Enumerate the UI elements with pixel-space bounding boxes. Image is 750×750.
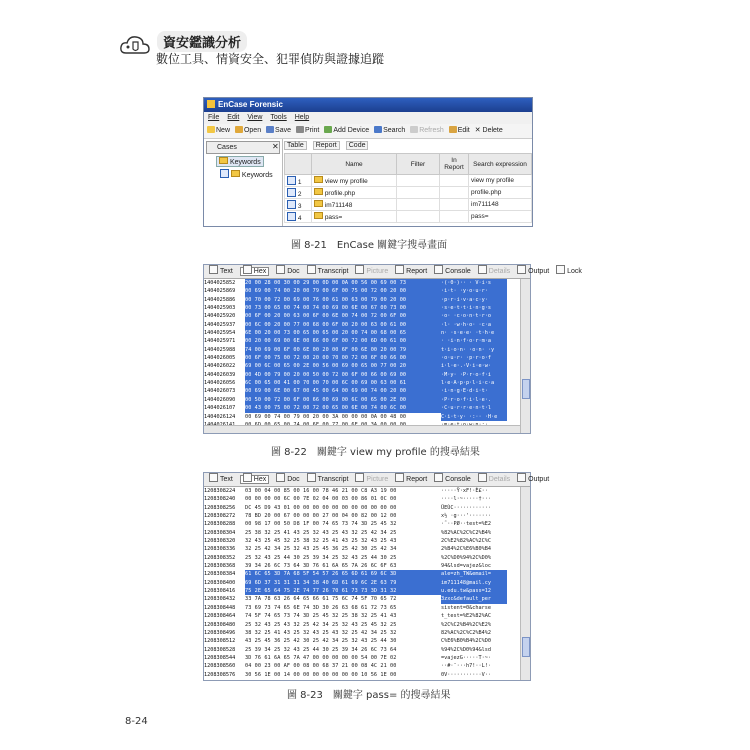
doc-icon [276,473,285,482]
tab-details[interactable]: Details [478,476,510,483]
hex-row[interactable] [204,554,520,562]
transcript-icon [307,265,316,274]
hex-offset: 1208308240 [204,496,236,503]
hex-bytes: 6E 00 20 00 73 00 65 00 65 00 20 00 74 00 68 00 65 [245,329,441,337]
hex-ascii: %2C%C2%B4%2C%E2% [441,621,491,628]
tab-hex[interactable]: Hex [240,475,269,484]
hex-offset: 1404026039 [204,371,236,378]
hex-ascii: 94&lsd=vajez&loc [441,563,491,570]
hex-offset: 1404025869 [204,288,236,295]
tree-item-keywords-root[interactable]: Keywords [216,156,264,167]
hex-row[interactable] [204,512,520,520]
hex-offset: 1208308288 [204,521,236,528]
hex-row[interactable] [204,495,520,503]
hex-ascii: %94%2C%D0%94&lsd [441,646,491,653]
hex-row[interactable] [204,612,520,620]
hex-bytes: 20 00 28 00 30 00 29 00 0D 00 0A 00 56 00 69 00 73 [245,279,441,287]
hex-offset: 1208308320 [204,538,236,545]
hex-ascii: sistent=0&charse [441,604,491,611]
folder-icon [231,170,240,177]
hex-row[interactable] [204,562,520,570]
cases-pane [204,139,283,226]
hex-ascii: im711148@mail.cy [441,579,507,587]
menu-view[interactable]: View [247,114,263,121]
hex-bytes: 04 00 23 00 AF 00 08 00 68 37 21 00 08 4C 21 00 [245,663,397,670]
checkbox-icon[interactable] [287,188,296,197]
hex-row[interactable] [204,346,520,354]
vertical-scrollbar[interactable] [520,487,530,680]
hex-bytes: 00 6F 00 20 00 63 00 6F 00 6E 00 74 00 72 00 6F 00 [245,312,441,320]
col-search-expression[interactable]: Search expression [469,154,532,175]
figure-caption-8-21: 圖 8-21 EnCase 關鍵字搜尋畫面 [291,240,448,251]
hex-offset: 1208308480 [204,621,236,628]
hex-row[interactable] [204,487,520,495]
hex-bytes: 25 39 34 25 32 43 25 44 30 25 39 34 26 6C 73 64 [245,646,397,653]
hex-ascii: C%E6%B0%B4%2C%D0 [441,638,491,645]
tab-lock[interactable]: Lock [556,268,582,275]
hex-offset: 1208308272 [204,513,236,520]
folder-icon [314,212,323,219]
checkbox-icon[interactable] [287,212,296,221]
hex-icon [243,265,252,274]
hex-ascii: ·s·e·t·t·i·n·g·s [441,304,507,312]
hex-offset: 1208308496 [204,629,236,636]
hex-bytes: 32 43 25 45 32 25 38 32 25 41 43 25 32 43 25 43 [245,538,397,545]
hex-bytes: 6C 00 65 00 41 00 70 00 70 00 6C 00 69 00 63 00 61 [245,379,441,387]
hex-offset: 1208308416 [204,588,236,595]
tab-report[interactable]: Report [313,141,340,150]
page-number: 8-24 [125,716,148,727]
hex-offset: 1208308528 [204,646,236,653]
doc-icon [276,265,285,274]
window-titlebar [204,98,532,112]
hex-ascii: ·i·n·g·E·d·i·t· [441,387,507,395]
hex-row[interactable] [204,413,520,421]
hex-offset: 1404026107 [204,405,236,412]
figure-caption-8-22: 圖 8-22 關鍵字 view my profile 的搜尋結果 [271,447,480,458]
hex-offset: 1208308432 [204,596,236,603]
hex-ascii: l·e·A·p·p·l·i·c·a [441,379,507,387]
text-icon [209,473,218,482]
hex-ascii: · ·i·n·f·o·r·m·a [441,337,507,345]
hex-ascii: %82%AC%2C%C2%B4% [441,529,491,536]
hex-offset: 1208308400 [204,579,236,586]
close-icon[interactable]: ✕ [272,142,279,151]
hex-bytes: 25 38 32 25 41 43 25 32 43 25 43 32 25 42 34 25 [245,529,397,536]
checkbox-icon[interactable] [287,176,296,185]
folder-icon [219,157,228,164]
hex-row[interactable] [204,662,520,670]
hex-row[interactable] [204,629,520,637]
hex-ascii: 0V···········V·· [441,671,491,678]
menu-edit[interactable]: Edit [227,114,240,121]
output-icon [517,473,526,482]
hex-ascii: ·˜··PØ··test=%E2 [441,521,491,528]
hex-row[interactable] [204,646,520,654]
hex-ascii: x½ ·g···'······· [441,513,491,520]
edit-button[interactable]: Edit [449,124,470,138]
console-icon [434,473,443,482]
horizontal-scrollbar[interactable] [204,425,520,433]
hex-bytes: 00 69 00 6E 00 67 00 45 00 64 00 69 00 74 00 20 00 [245,387,441,395]
hex-offset: 1404026073 [204,388,236,395]
table-header [285,154,532,175]
refresh-button[interactable]: Refresh [410,124,444,138]
hex-ascii: ··#·¯···h7!··L!· [441,663,491,670]
table-row[interactable]: 1 view my profile view my profile [285,175,532,187]
hex-bytes: 00 69 00 74 00 79 00 20 00 3A 00 00 00 0A 00 48 00 [245,413,407,420]
hex-ascii: t·i·o·n· ·o·n· ·y [441,346,507,354]
hex-ascii: 2%B4%2C%E6%B0%B4 [441,546,491,553]
hex-bytes: 03 00 04 00 85 00 16 00 78 46 21 00 C8 A3 19 00 [245,488,397,494]
hex-bytes: 00 6F 00 75 00 72 00 20 00 70 00 72 00 6F 00 66 00 [245,354,441,362]
hex-bytes: 38 32 25 41 43 25 32 43 25 43 32 25 42 34 25 32 [245,629,397,636]
figure-caption-8-23: 圖 8-23 關鍵字 pass= 的搜尋結果 [287,690,451,701]
tab-table[interactable]: Table [284,141,307,150]
hex-offset: 1208308560 [204,663,236,670]
hex-ascii: ÜEÙC············ [441,504,491,511]
hex-bytes: 00 50 00 72 00 6F 00 66 00 69 00 6C 00 65 00 2E 00 [245,396,441,404]
hex-ascii: ·(·0·)·· · V·i·s [441,279,507,287]
hex-offset: 1404026090 [204,396,236,403]
hex-viewer-2 [203,472,550,681]
tab-doc[interactable]: Doc [276,268,299,275]
hex-offset: 1208308464 [204,613,236,620]
hex-offset: 1208308368 [204,563,236,570]
hex-bytes: 30 56 1E 00 14 00 00 00 00 00 00 00 10 56 1E 00 [245,671,397,678]
tab-text[interactable]: Text [209,268,233,275]
hex-ascii: ·l· ·w·h·o· ·c·a [441,321,507,329]
hex-bytes: 75 2E 65 64 75 2E 74 77 26 70 61 73 73 3D 31 32 [245,587,441,595]
hex-row[interactable] [204,545,520,553]
hex-offset: 1208308448 [204,604,236,611]
hex-offset: 1404026056 [204,380,236,387]
report-icon [395,473,404,482]
table-row[interactable]: 2 profile.php profile.php [285,187,532,199]
hex-offset: 1404025852 [204,280,236,286]
tab-code[interactable]: Code [346,141,369,150]
hex-bytes: 69 00 6C 00 65 00 2E 00 56 00 69 00 65 00 77 00 20 [245,362,441,370]
edit-icon [449,126,457,133]
hex-bytes: 00 73 00 65 00 74 00 74 00 69 00 6E 00 67 00 73 00 [245,304,441,312]
print-button[interactable]: Print [296,124,319,138]
hex-row[interactable] [204,637,520,645]
tree-item-keywords[interactable]: Keywords [220,169,273,179]
hex-offset: 1404025903 [204,305,236,312]
hex-row[interactable] [204,387,520,395]
hex-row[interactable] [204,604,520,612]
hex-row[interactable] [204,579,520,587]
hex-offset: 1208308352 [204,554,236,561]
hex-ascii: 82%AC%2C%C2%B4%2 [441,629,491,636]
col-select[interactable] [285,154,312,175]
hex-bytes: 25 32 43 25 44 30 25 39 34 25 32 43 25 44 30 25 [245,554,397,561]
picture-icon [355,473,364,482]
hex-bytes: 61 6C 65 3D 7A 68 5F 54 57 26 65 6D 61 69 6C 3D [245,570,441,578]
hex-row[interactable] [204,654,520,662]
book-subtitle: 數位工具、情資安全、犯罪偵防與證據追蹤 [156,52,385,66]
hex-row[interactable] [204,537,520,545]
hex-offset: 1404025937 [204,321,236,328]
hex-ascii: ·o·u·r· ·p·r·o·f [441,354,507,362]
hex-bytes: 78 BD 20 00 67 00 00 00 27 00 04 00 82 00 12 00 [245,513,397,520]
hex-bytes: 00 4D 00 79 00 20 00 50 00 72 00 6F 00 66 00 69 00 [245,371,441,379]
lock-icon [556,265,565,274]
details-icon [478,265,487,274]
new-button[interactable]: New [207,124,230,138]
hex-row[interactable] [204,504,520,512]
hex-offset: 1208308336 [204,546,236,553]
hex-bytes: 32 25 42 34 25 32 43 25 45 36 25 42 30 25 42 34 [245,546,397,553]
keywords-table [284,153,532,223]
hex-ascii: ····l·~·····†··· [441,496,491,503]
app-icon [207,100,215,108]
tab-transcript[interactable]: Transcript [307,268,349,275]
add-device-icon [324,126,332,133]
open-icon [235,126,243,133]
hex-bytes: 3D 76 61 6A 65 7A 47 00 00 00 00 00 54 00 7E 02 [245,654,397,661]
hex-bytes: 00 69 00 74 00 20 00 79 00 6F 00 75 00 72 00 20 00 [245,287,441,295]
new-icon [207,126,215,133]
checkbox-icon[interactable] [220,169,229,178]
hex-row[interactable] [204,404,520,412]
menu-tools[interactable]: Tools [270,114,287,121]
tab-console[interactable]: Console [434,268,471,275]
hex-offset: 1208308384 [204,571,236,578]
console-icon [434,265,443,274]
hex-ascii: u.edu.tw&pass=12 [441,587,507,595]
hex-bytes: 00 6C 00 20 00 77 00 68 00 6F 00 20 00 63 00 61 00 [245,321,441,329]
tab-text[interactable]: Text [209,476,233,483]
hex-ascii: ·p·r·i·v·a·c·y· [441,296,507,304]
hex-ascii: ale=zh_TW&email= [441,570,507,578]
hex-bytes: 74 00 69 00 6F 00 6E 00 20 00 6F 00 6E 00 20 00 79 [245,346,441,354]
hex-bytes: 00 20 00 69 00 6E 00 66 00 6F 00 72 00 6D 00 61 00 [245,337,441,345]
hex-bytes: 25 32 43 25 43 32 25 42 34 25 32 43 25 45 32 25 [245,621,397,628]
hex-row[interactable] [204,329,520,337]
hex-ascii: t_test=%E2%82%AC [441,613,491,620]
delete-icon: ✕ [474,127,481,134]
scrollbar-thumb[interactable] [522,379,530,399]
hex-row[interactable] [204,529,520,537]
search-button[interactable]: Search [374,124,405,138]
hex-offset: 1404026124 [204,413,236,420]
menu-bar [204,112,532,124]
hex-ascii: %2C%D0%94%2C%D0% [441,554,491,561]
hex-ascii: ·o· ·c·o·n·t·r·o [441,312,507,320]
hex-bytes: 74 5F 74 65 73 74 3D 25 45 32 25 38 32 25 41 43 [245,613,397,620]
hex-row[interactable] [204,595,520,603]
hex-ascii: 2C%E2%82%AC%2C%C [441,538,491,545]
details-icon [478,473,487,482]
hex-offset: 1208308512 [204,638,236,645]
hex-row[interactable] [204,312,520,320]
hex-offset: 1208308544 [204,654,236,661]
hex-offset: 1404026005 [204,355,236,362]
hex-bytes: 00 70 00 72 00 69 00 76 00 61 00 63 00 79 00 20 00 [245,296,441,304]
hex-offset: 1208308256 [204,504,236,511]
tab-output[interactable]: Output [517,476,549,483]
hex-row[interactable] [204,396,520,404]
hex-offset: 1404025954 [204,330,236,337]
table-row[interactable]: 4 pass= pass= [285,211,532,223]
hex-bytes: 33 7A 78 63 26 64 65 66 61 75 6C 74 5F 70 65 72 [245,596,397,603]
hex-ascii: 3zxc&default_per [441,595,507,603]
hex-row[interactable] [204,671,520,679]
hex-bytes: 00 43 00 75 00 72 00 72 00 65 00 6E 00 74 00 6C 00 [245,404,441,412]
hex-ascii: =vajezG·····T·~· [441,654,491,661]
vertical-scrollbar[interactable] [520,279,530,433]
checkbox-icon[interactable] [287,200,296,209]
menu-file[interactable]: File [208,114,220,121]
hex-bytes: 43 25 45 36 25 42 30 25 42 34 25 32 43 25 44 30 [245,638,397,645]
toolbar [204,124,532,139]
tab-report[interactable]: Report [395,476,427,483]
cases-tab[interactable]: Cases [206,141,280,154]
hex-viewer-1 [203,264,582,434]
tab-doc[interactable]: Doc [276,476,299,483]
hex-offset: 1404026022 [204,363,236,370]
hex-ascii: n· ·s·e·e· ·t·h·e [441,329,507,337]
hex-row[interactable] [204,337,520,345]
search-icon [374,126,382,133]
hex-row[interactable] [204,304,520,312]
hex-row[interactable] [204,371,520,379]
hex-row[interactable] [204,354,520,362]
add-device-button[interactable]: Add Device [324,124,369,138]
hex-ascii: ·M·y· ·P·r·o·f·i [441,371,507,379]
folder-icon [314,176,323,183]
save-icon [266,126,274,133]
hex-icon [243,473,252,482]
output-icon [517,265,526,274]
text-icon [209,265,218,274]
report-icon [395,265,404,274]
save-button[interactable]: Save [266,124,291,138]
hex-row[interactable] [204,287,520,295]
hex-ascii: ·C·u·r·r·e·n·t·l [441,404,507,412]
tab-transcript[interactable]: Transcript [307,476,349,483]
tab-details[interactable]: Details [478,268,510,275]
table-row[interactable]: 3 im711148 im711148 [285,199,532,211]
hex-row[interactable] [204,621,520,629]
hex-ascii: C·i·t·y· ·:·· ·H·e [441,413,507,421]
keywords-table-pane [284,139,532,226]
hex-row[interactable] [204,379,520,387]
hex-offset: 1208308304 [204,529,236,536]
col-filter[interactable]: Filter [397,154,440,175]
col-in-report[interactable]: In Report [440,154,469,175]
hex-bytes: 00 98 17 00 50 D8 1F 00 74 65 73 74 3D 25 45 32 [245,521,397,528]
hex-row[interactable] [204,296,520,304]
hex-dump[interactable] [204,279,520,433]
hex-row[interactable] [204,362,520,370]
book-title: 資安鑑識分析 [157,31,247,52]
hex-ascii: ·P·r·o·f·i·l·e·. [441,396,507,404]
hex-offset: 1404025886 [204,296,236,303]
menu-help[interactable]: Help [294,114,310,121]
open-button[interactable]: Open [235,124,261,138]
delete-button[interactable]: ✕ Delete [474,127,503,134]
hex-bytes: 73 69 73 74 65 6E 74 3D 30 26 63 68 61 72 73 65 [245,604,397,611]
tab-console[interactable]: Console [434,476,471,483]
hex-offset: 1404025971 [204,338,236,345]
hex-row[interactable] [204,520,520,528]
cloud-shield-icon [118,33,152,57]
tab-picture[interactable]: Picture [355,476,388,483]
tab-hex[interactable]: Hex [240,267,269,276]
viewer-tabs [204,265,582,279]
folder-icon [314,200,323,207]
hex-row[interactable] [204,321,520,329]
hex-offset: 1404025988 [204,346,236,353]
tab-output[interactable]: Output [517,268,549,275]
hex-offset: 1208308224 [204,488,236,494]
folder-icon [314,188,323,195]
picture-icon [355,265,364,274]
tab-picture[interactable]: Picture [355,268,388,275]
transcript-icon [307,473,316,482]
hex-row[interactable] [204,570,520,578]
hex-offset: 1208308576 [204,671,236,678]
hex-bytes: DC 45 D9 43 01 00 00 00 00 00 00 00 00 00 00 00 [245,504,397,511]
hex-bytes: 00 00 00 00 6C 00 7E 02 04 00 03 00 86 01 0C 00 [245,496,397,503]
col-name[interactable]: Name [312,154,397,175]
hex-ascii: i·l·e·.·V·i·e·w· [441,362,507,370]
viewer-tabs [204,473,550,487]
hex-dump[interactable] [204,487,520,680]
hex-row[interactable] [204,279,520,287]
refresh-icon [410,126,418,133]
hex-row[interactable] [204,587,520,595]
view-tabs [284,140,374,152]
encase-window [203,97,533,227]
hex-bytes: 69 6D 37 31 31 31 34 38 40 6D 61 69 6C 2E 63 79 [245,579,441,587]
scrollbar-thumb[interactable] [522,637,530,657]
hex-ascii: ·i·t· ·y·o·u·r· [441,287,507,295]
window-title: EnCase Forensic [218,100,283,109]
tab-report[interactable]: Report [395,268,427,275]
hex-ascii: ·····Ÿ·xF!·È£·· [441,488,488,494]
hex-offset: 1404025920 [204,313,236,320]
hex-bytes: 39 34 26 6C 73 64 3D 76 61 6A 65 7A 26 6C 6F 63 [245,563,397,570]
print-icon [296,126,304,133]
